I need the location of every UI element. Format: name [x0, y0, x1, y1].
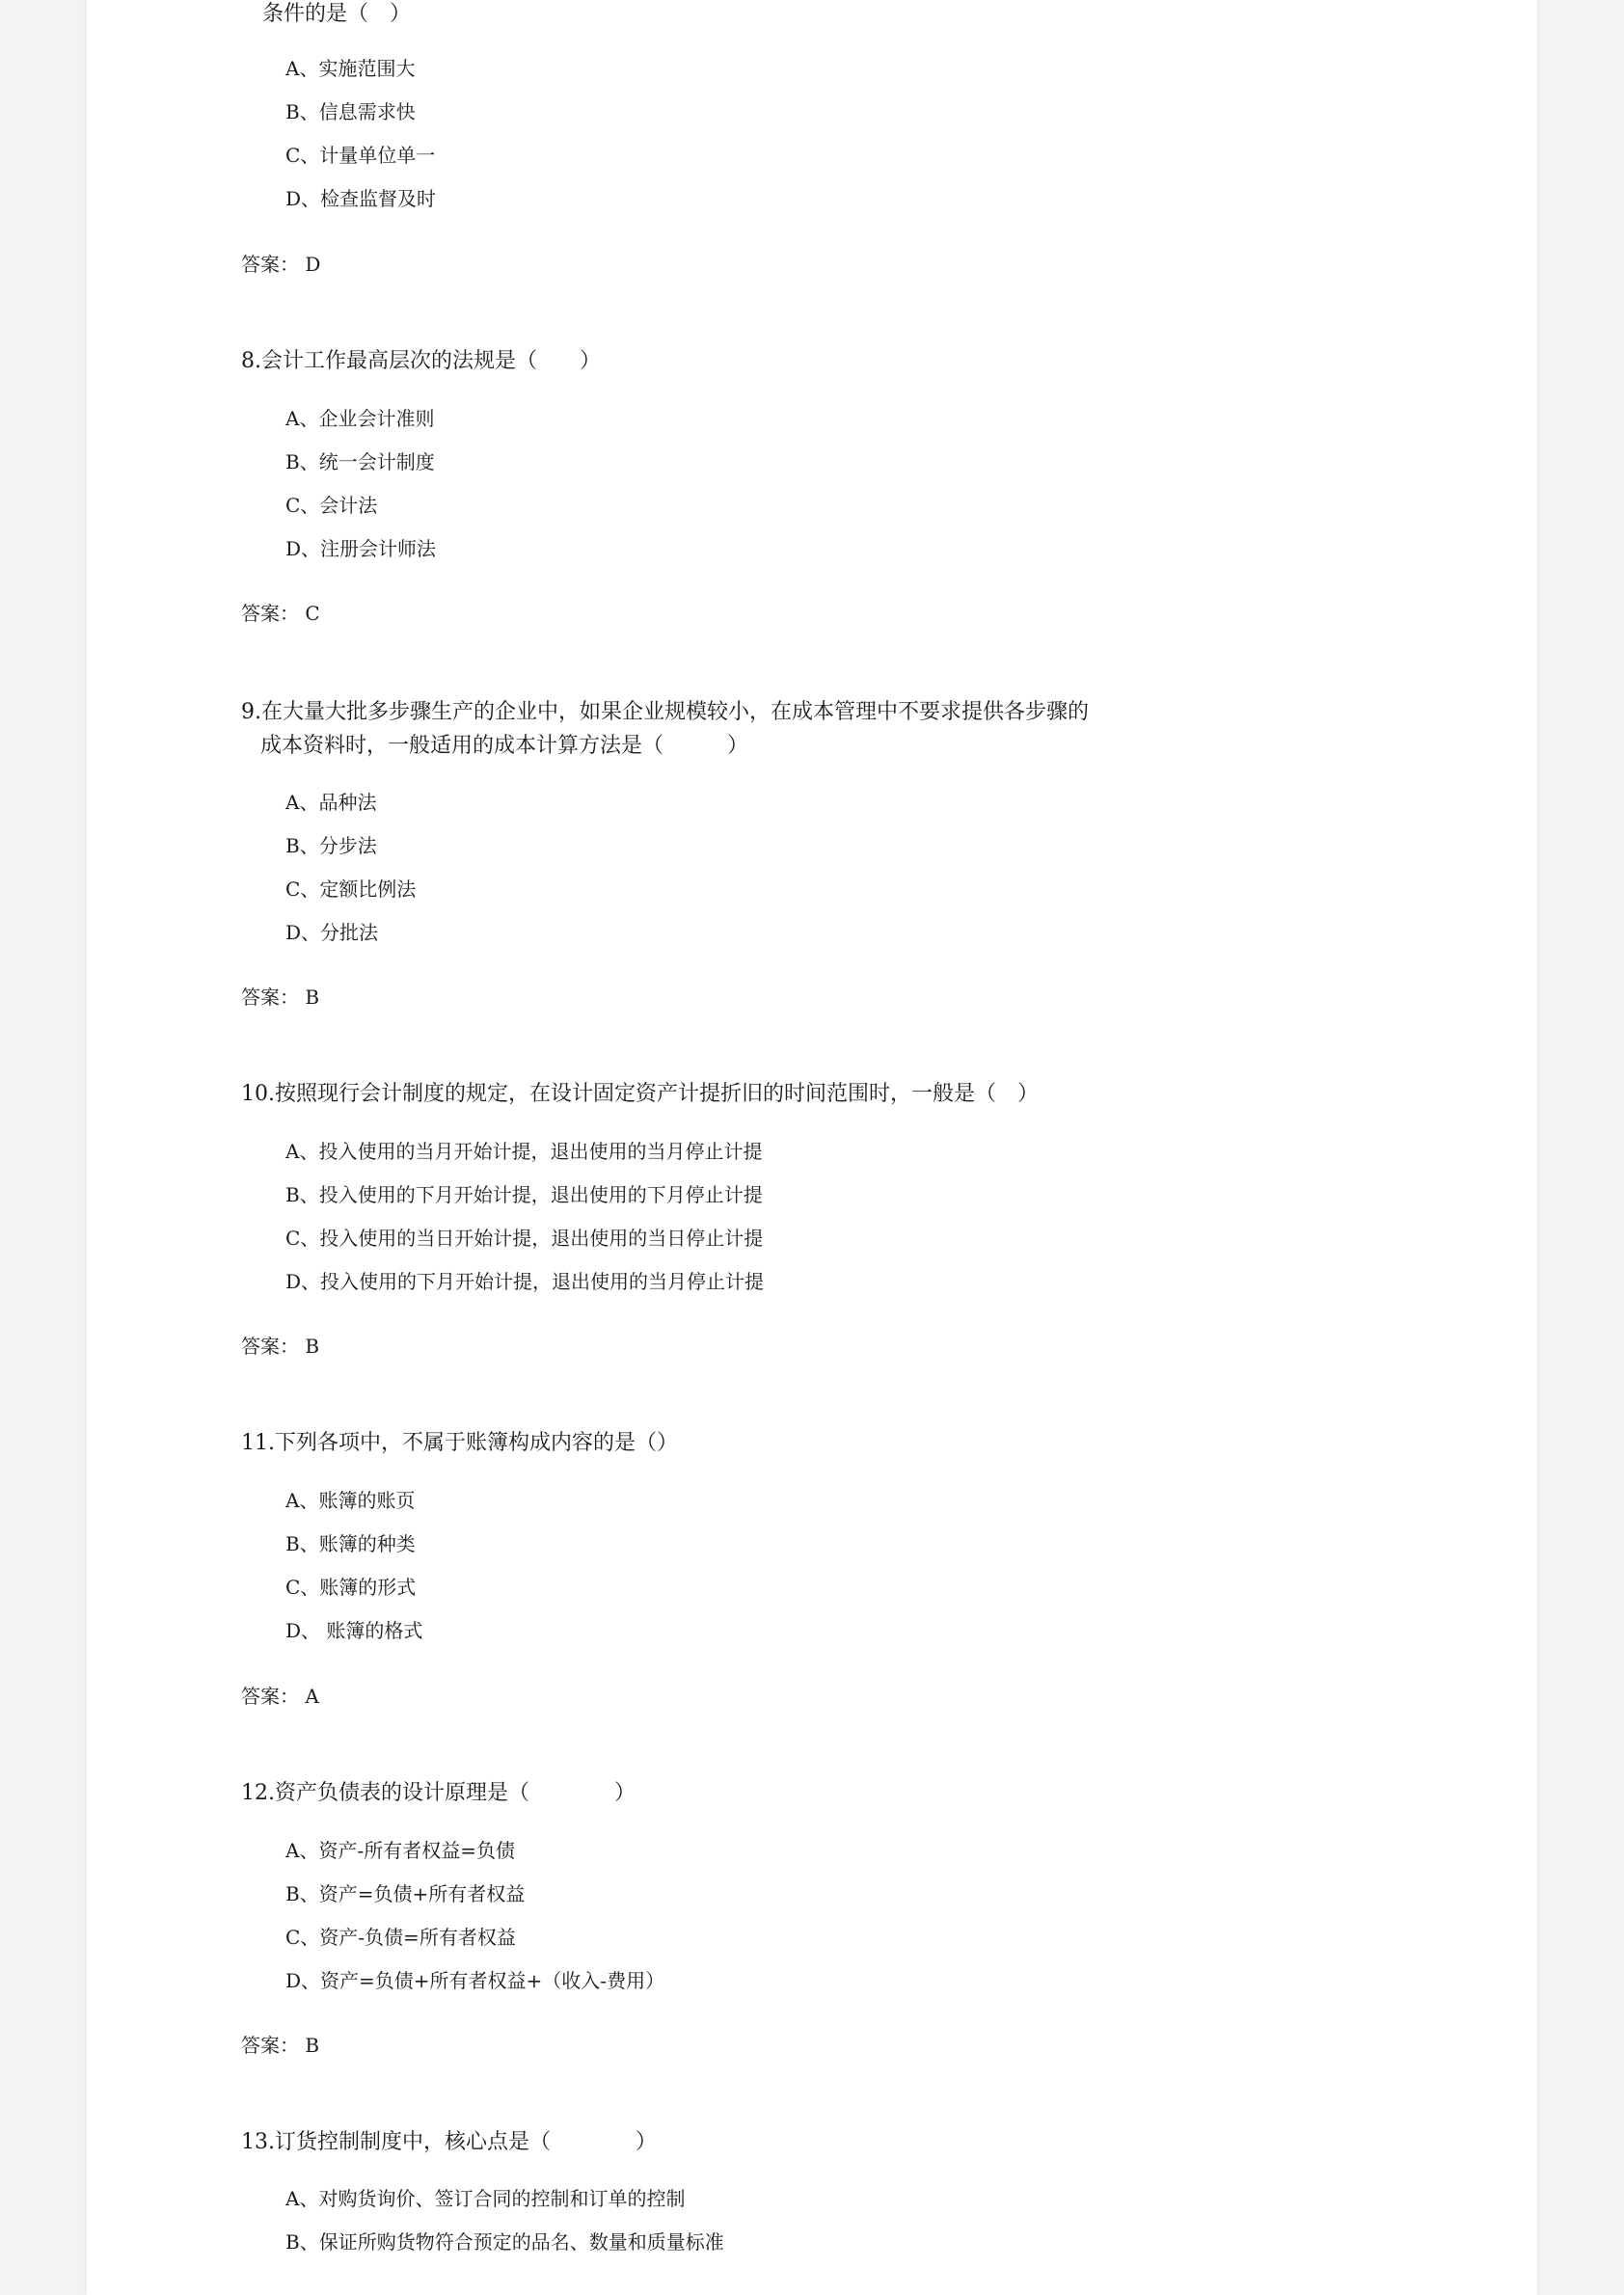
option-a: A、实施范围大 — [285, 57, 416, 80]
question-11-stem — [241, 1427, 678, 1460]
answer-value: B — [305, 2034, 320, 2057]
exam-document — [87, 0, 1537, 2295]
option-c: C、计量单位单一 — [285, 144, 436, 167]
question-number: 8. — [241, 349, 261, 373]
answer-line — [241, 251, 320, 278]
option-b: B、信息需求快 — [285, 100, 416, 123]
option-a: A、账簿的账页 — [285, 1489, 416, 1512]
option-b: B、资产=负债+所有者权益 — [285, 1882, 526, 1905]
answer-value: B — [305, 1335, 320, 1358]
answer-label: 答案： — [241, 986, 299, 1009]
answer-line — [241, 600, 320, 627]
option-c: C、定额比例法 — [285, 878, 417, 901]
option-d: D、分批法 — [285, 921, 379, 944]
answer-value: B — [305, 986, 320, 1009]
answer-line — [241, 1683, 319, 1710]
question-text: 在大量大批多步骤生产的企业中，如果企业规模较小，在成本管理中不要求提供各步骤的 — [261, 700, 1090, 724]
option-a: A、品种法 — [285, 791, 377, 814]
answer-value: A — [305, 1685, 319, 1708]
option-b: B、账簿的种类 — [285, 1532, 416, 1555]
question-stem-continued: 条件的是（ ） — [262, 2, 412, 26]
question-13-stem — [241, 2126, 657, 2159]
answer-line — [241, 1333, 319, 1360]
option-a: A、投入使用的当月开始计提，退出使用的当月停止计提 — [285, 1140, 763, 1163]
question-text: 会计工作最高层次的法规是（ ） — [261, 349, 602, 373]
option-a: A、企业会计准则 — [285, 407, 435, 430]
answer-label: 答案： — [241, 602, 299, 625]
answer-line — [241, 984, 319, 1011]
question-text: 下列各项中，不属于账簿构成内容的是（） — [275, 1431, 679, 1455]
option-d: D、 账簿的格式 — [285, 1619, 423, 1642]
option-d: D、注册会计师法 — [285, 537, 437, 560]
answer-value: D — [305, 253, 321, 276]
answer-value: C — [305, 602, 320, 625]
answer-label: 答案： — [241, 1335, 299, 1358]
question-number: 9. — [241, 700, 261, 724]
option-c: C、投入使用的当日开始计提，退出使用的当日停止计提 — [285, 1227, 764, 1250]
question-9-stem-line-2: 成本资料时，一般适用的成本计算方法是（ ） — [260, 734, 749, 758]
question-text: 按照现行会计制度的规定，在设计固定资产计提折旧的时间范围时，一般是（ ） — [275, 1082, 1040, 1106]
option-a: A、对购货询价、签订合同的控制和订单的控制 — [285, 2187, 686, 2210]
question-8-stem — [241, 345, 601, 378]
option-b: B、统一会计制度 — [285, 450, 435, 473]
option-c: C、资产-负债=所有者权益 — [285, 1926, 516, 1949]
question-9-stem — [241, 696, 1089, 729]
question-number: 10. — [241, 1082, 275, 1106]
document-page — [87, 0, 1537, 2295]
option-d: D、检查监督及时 — [285, 187, 437, 210]
question-text: 资产负债表的设计原理是（ ） — [275, 1781, 636, 1805]
option-d: D、资产=负债+所有者权益+（收入-费用） — [285, 1969, 665, 1992]
answer-line — [241, 2032, 319, 2059]
answer-label: 答案： — [241, 253, 299, 276]
option-c: C、会计法 — [285, 494, 378, 517]
question-number: 11. — [241, 1431, 275, 1455]
option-b: B、投入使用的下月开始计提，退出使用的下月停止计提 — [285, 1183, 763, 1206]
option-a: A、资产-所有者权益=负债 — [285, 1839, 515, 1862]
option-b: B、分步法 — [285, 834, 377, 857]
question-text: 订货控制制度中，核心点是（ ） — [275, 2130, 658, 2154]
answer-label: 答案： — [241, 2034, 299, 2057]
option-c: C、账簿的形式 — [285, 1576, 417, 1599]
answer-label: 答案： — [241, 1685, 299, 1708]
question-10-stem — [241, 1078, 1039, 1111]
question-number: 13. — [241, 2130, 275, 2154]
question-number: 12. — [241, 1781, 275, 1805]
option-d: D、投入使用的下月开始计提，退出使用的当月停止计提 — [285, 1270, 765, 1293]
question-12-stem — [241, 1777, 636, 1810]
option-b: B、保证所购货物符合预定的品名、数量和质量标准 — [285, 2230, 724, 2254]
